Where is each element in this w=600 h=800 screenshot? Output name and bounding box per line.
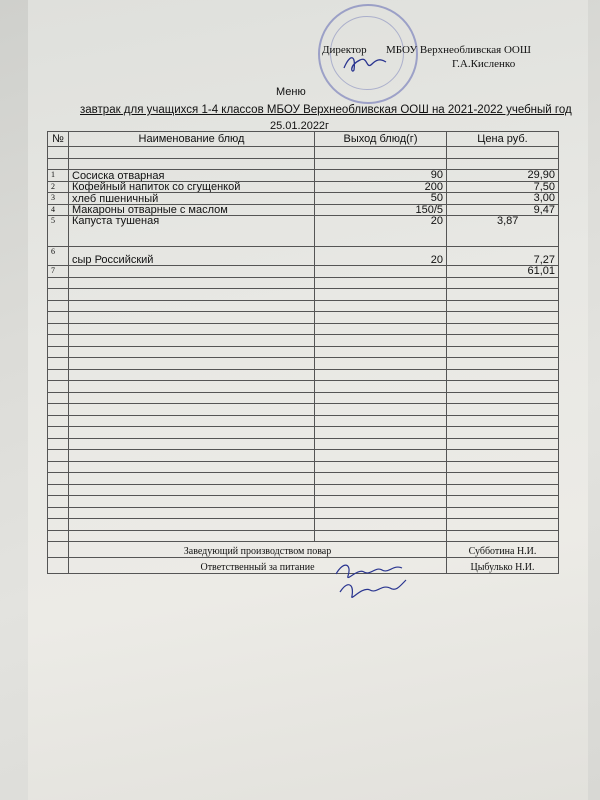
- responsible-person-name: Цыбулько Н.И.: [447, 558, 559, 574]
- table-row: 2 Кофейный напиток со сгущенкой 200 7,50: [48, 181, 559, 193]
- table-row: 5 Капуста тушеная 20 3,87: [48, 216, 559, 247]
- menu-subtitle: завтрак для учащихся 1-4 классов МБОУ Верхнеобливская ООШ на 2021-2022 учебный год: [80, 104, 572, 116]
- approval-organization: МБОУ Верхнеобливская ООШ: [386, 44, 531, 56]
- table-row: [48, 277, 559, 289]
- table-row: 7 61,01: [48, 266, 559, 278]
- table-row: [48, 358, 559, 370]
- footer-row-production: [48, 542, 559, 558]
- table-row: [48, 147, 559, 159]
- menu-date: 25.01.2022г: [270, 120, 330, 132]
- table-row: 4 Макароны отварные с маслом 150/5 9,47: [48, 204, 559, 216]
- table-row: [48, 392, 559, 404]
- table-row: [48, 473, 559, 485]
- table-row: [48, 438, 559, 450]
- table-row: [48, 530, 559, 542]
- table-header-row: [48, 132, 559, 147]
- table-row: [48, 461, 559, 473]
- table-row: [48, 415, 559, 427]
- table-row: [48, 496, 559, 508]
- table-row: [48, 346, 559, 358]
- menu-table: [47, 131, 559, 574]
- menu-title: Меню: [276, 86, 306, 98]
- table-row: [48, 335, 559, 347]
- table-row: 6 сыр Российский 20 7,27: [48, 247, 559, 266]
- responsible-person-role: Ответственный за питание: [69, 558, 447, 574]
- approval-role: Директор: [322, 44, 367, 56]
- footer-row-responsible: [48, 558, 559, 574]
- table-row: [48, 484, 559, 496]
- table-row: [48, 427, 559, 439]
- approval-name: Г.А.Кисленко: [452, 58, 516, 70]
- table-row: [48, 323, 559, 335]
- table-row: [48, 369, 559, 381]
- column-header-price: Цена руб.: [447, 132, 559, 147]
- table-row: 3 хлеб пшеничный 50 3,00: [48, 193, 559, 205]
- production-manager-role: Заведующий производством повар: [69, 542, 447, 558]
- table-row: [48, 300, 559, 312]
- table-row: [48, 312, 559, 324]
- table-row: [48, 289, 559, 301]
- table-row: [48, 507, 559, 519]
- column-header-number: №: [48, 132, 69, 147]
- table-row: [48, 381, 559, 393]
- table-row: [48, 450, 559, 462]
- table-row: [48, 404, 559, 416]
- column-header-yield: Выход блюд(г): [315, 132, 447, 147]
- footer-signatures: [330, 558, 410, 604]
- table-row: 1 Сосиска отварная 90 29,90: [48, 170, 559, 182]
- column-header-name: Наименование блюд: [69, 132, 315, 147]
- production-manager-name: Субботина Н.И.: [447, 542, 559, 558]
- table-row: [48, 158, 559, 170]
- table-row: [48, 519, 559, 531]
